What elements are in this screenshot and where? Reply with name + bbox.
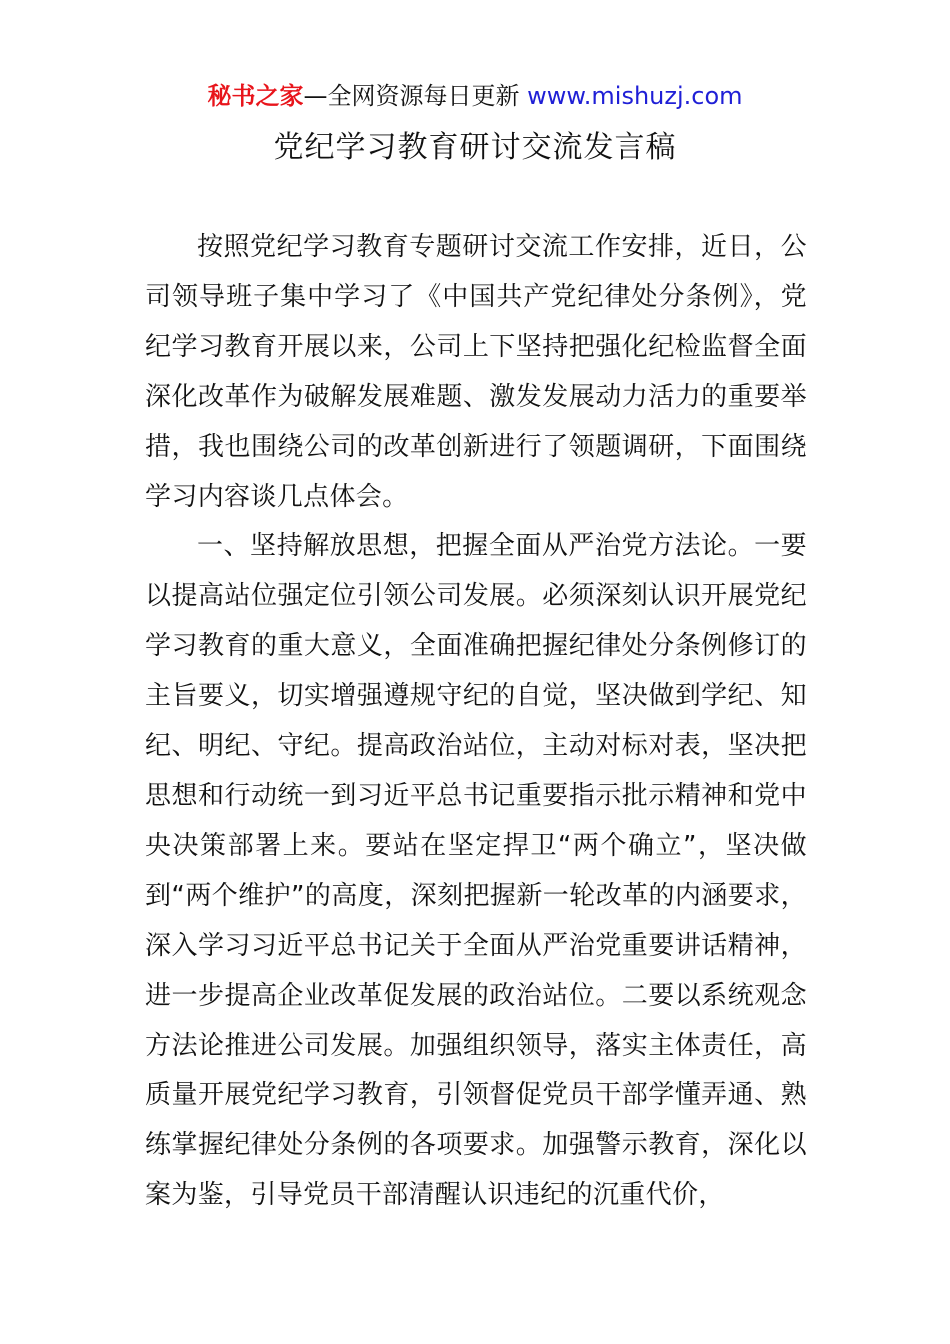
header-tagline: —全网资源每日更新 [303, 82, 528, 110]
brand-name: 秘书之家 [207, 82, 304, 110]
document-body [145, 223, 807, 1221]
website-link[interactable]: www.mishuzj.com [527, 82, 743, 110]
paragraph-intro: 按照党纪学习教育专题研讨交流工作安排，近日，公司领导班子集中学习了《中国共产党纪律处分条例》，党纪学习教育开展以来，公司上下坚持把强化纪检监督全面深化改革作为破解发展难题、激发发展动力活力的重要举措，我也围绕公司的改革创新进行了领题调研，下面围绕学习内容谈几点体会。 [145, 232, 807, 512]
paragraph-section-one: 一、坚持解放思想，把握全面从严治党方法论。一要以提高站位强定位引领公司发展。必须深刻认识开展党纪学习教育的重大意义，全面准确把握纪律处分条例修订的主旨要义，切实增强遵规守纪的自觉，坚决做到学纪、知纪、明纪、守纪。提高政治站位，主动对标对表，坚决把思想和行动统一到习近平总书记重要指示批示精神和党中央决策部署上来。要站在坚定捍卫“两个确立”，坚决做到“两个维护”的高度，深刻把握新一轮改革的内涵要求，深入学习习近平总书记关于全面从严治党重要讲话精神，进一步提高企业改革促发展的政治站位。二要以系统观念方法论推进公司发展。加强组织领导，落实主体责任，高质量开展党纪学习教育，引领督促党员干部学懂弄通、熟练掌握纪律处分条例的各项要求。加强警示教育，深化以案为鉴，引导党员干部清醒认识违纪的沉重代价， [145, 531, 807, 1211]
header-banner [0, 80, 950, 112]
document-title: 党纪学习教育研讨交流发言稿 [273, 130, 677, 165]
